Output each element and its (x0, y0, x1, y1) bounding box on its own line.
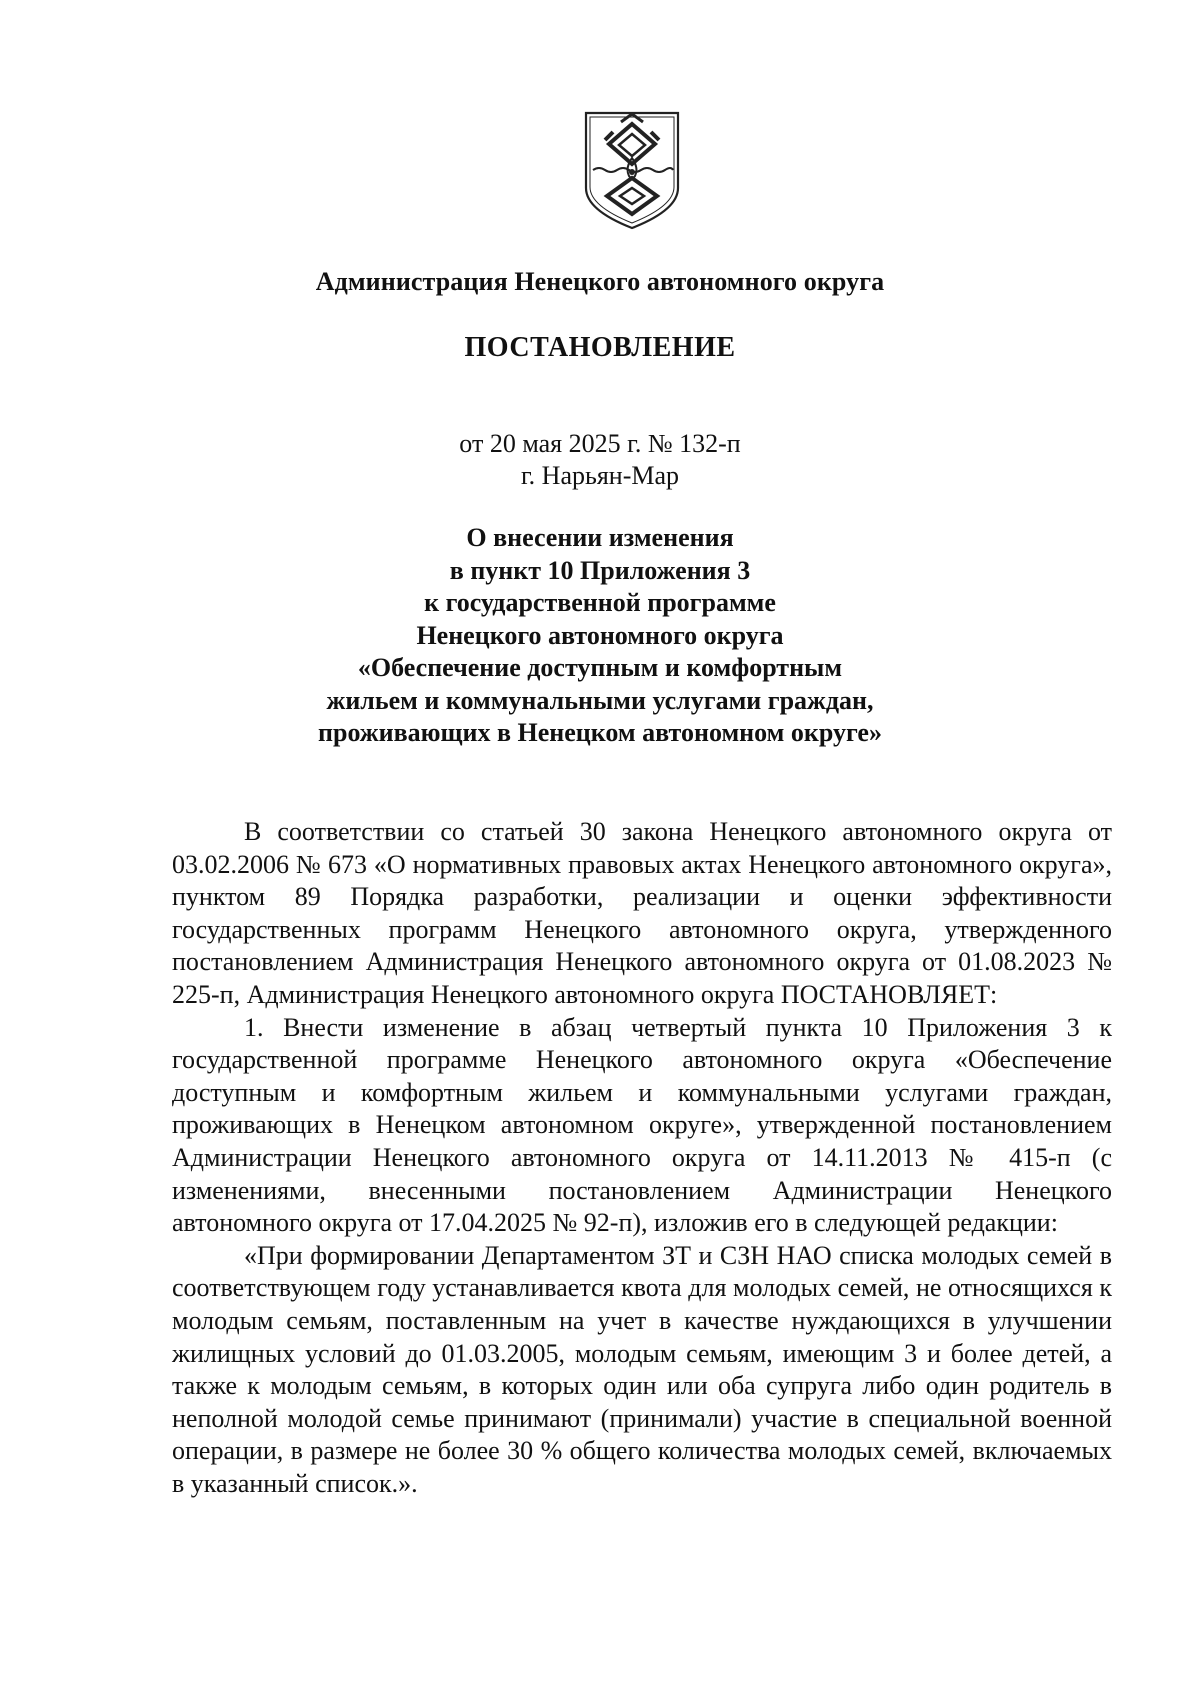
document-type: ПОСТАНОВЛЕНИЕ (464, 332, 736, 363)
title-line: в пункт 10 Приложения 3 (449, 555, 751, 585)
body-paragraph-item-1: 1. Внести изменение в абзац четвертый пункта 10 Приложения 3 к государственной программе Ненецкого автономного округа «Обеспечение доступным и комфортным жильем и коммунальными услугами граждан, проживающих в Ненецком автономном округе», утвержденной постановлением Администрации Ненецкого автономного округа от 14.11.2013 № 415-п (с изменениями, внесенными постановлением Администрации Ненецкого автономного округа от 17.04.2025 № 92-п), изложив его в следующей редакции: (172, 1012, 1112, 1238)
title-line: «Обеспечение доступным и комфортным (357, 653, 843, 682)
title-line: проживающих в Ненецком автономном округе» (318, 718, 882, 747)
coat-of-arms-icon (583, 110, 681, 230)
document-date-number: от 20 мая 2025 г. № 132-п (459, 429, 741, 458)
title-line: жильем и коммунальными услугами граждан, (326, 685, 874, 715)
organization-name: Администрация Ненецкого автономного округа (315, 267, 885, 296)
title-line: О внесении изменения (466, 523, 734, 552)
body-paragraph-quote: «При формировании Департаментом ЗТ и СЗН НАО списка молодых семей в соответствующем году устанавливается квота для молодых семей, не относящихся к молодым семьям, поставленным на учет в качестве нуждающихся в улучшении жилищных условий до 01.03.2005, молодым семьям, имеющим 3 и более детей, а также к молодым семьям, в которых один или оба супруга либо один родитель в неполной молодой семье принимают (принимали) участие в специальной военной операции, в размере не более 30 % общего количества молодых семей, включаемых в указанный список.». (172, 1240, 1112, 1498)
document-body (172, 816, 1112, 1500)
body-paragraph-preamble: В соответствии со статьей 30 закона Ненецкого автономного округа от 03.02.2006 № 673 «О нормативных правовых актах Ненецкого автономного округа», пунктом 89 Порядка разработки, реализации и оценки эффективности государственных программ Ненецкого автономного округа, утвержденного постановлением Администрация Ненецкого автономного округа от 01.08.2023 № 225-п, Администрация Ненецкого автономного округа ПОСТАНОВЛЯЕТ: (172, 817, 1112, 1009)
title-line: Ненецкого автономного округа (416, 620, 784, 650)
document-city: г. Нарьян-Мар (520, 461, 680, 490)
title-line: к государственной программе (424, 588, 776, 617)
document-title (0, 522, 1200, 750)
